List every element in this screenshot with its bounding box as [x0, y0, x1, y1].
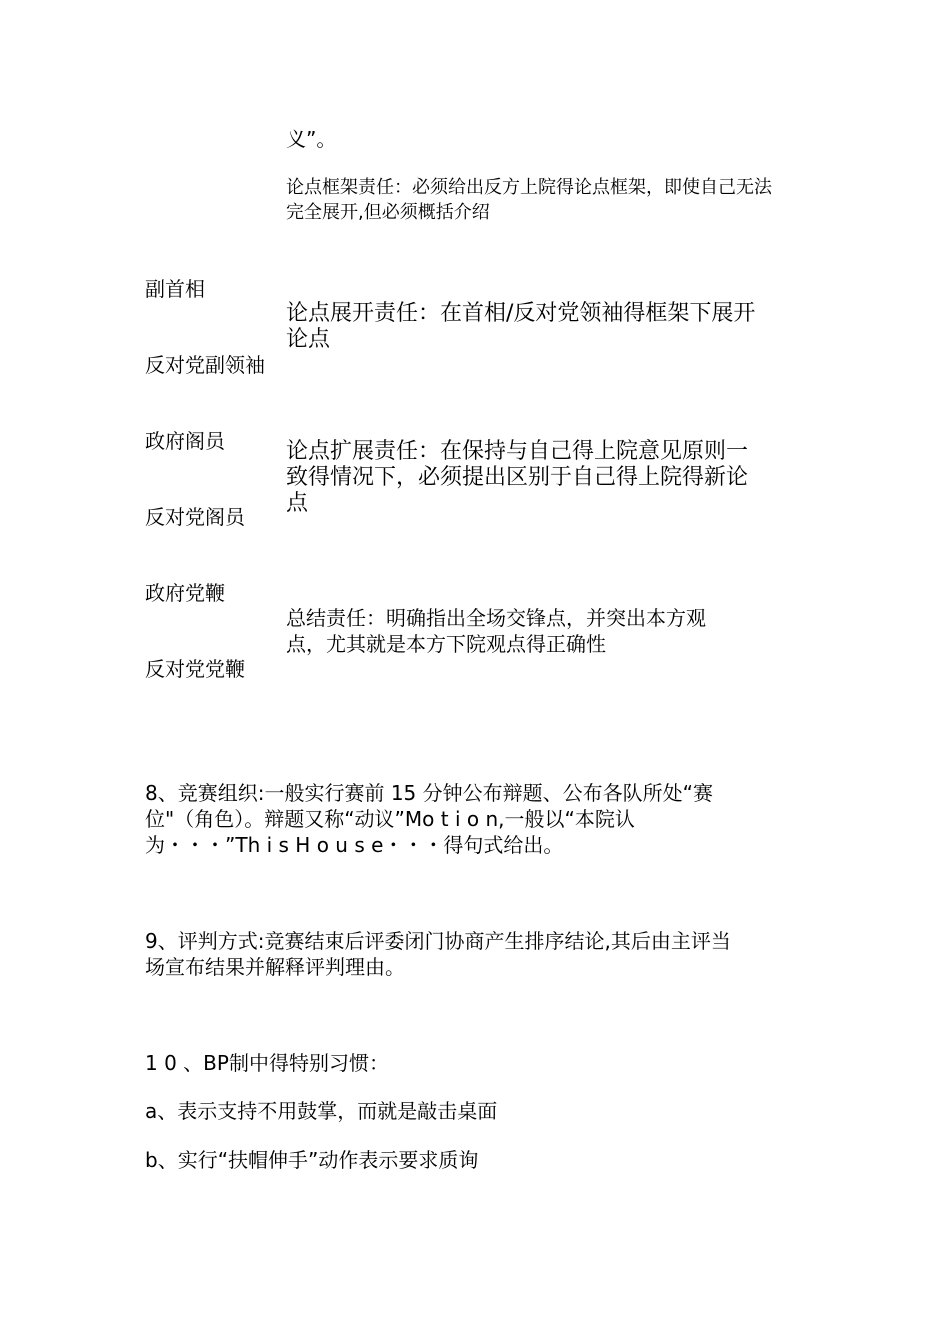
- develop-duty-line-2: 论点: [286, 327, 331, 352]
- framework-duty-line-1: 论点框架责任：必须给出反方上院得论点框架，即使自己无法: [286, 177, 772, 198]
- summary-duty-line-2: 点，尤其就是本方下院观点得正确性: [286, 632, 606, 656]
- role-deputy-pm: 副首相: [145, 277, 205, 301]
- extend-duty-line-2: 致得情况下，必须提出区别于自己得上院得新论: [286, 465, 749, 490]
- develop-duty-paragraph: [286, 301, 755, 353]
- extend-duty-paragraph: [286, 439, 748, 517]
- section-9-line-2: 场宣布结果并解释评判理由。: [145, 955, 405, 979]
- role-government-whip: 政府党鞭: [145, 581, 225, 605]
- extend-duty-line-3: 点: [286, 491, 309, 516]
- role-opposition-member: 反对党阁员: [145, 505, 245, 529]
- section-10-item-b: b、实行“扶帽伸手”动作表示要求质询: [145, 1148, 479, 1172]
- section-8-line-3: 为・・・”Th i s H o u s e・・・得句式给出。: [145, 833, 564, 857]
- framework-duty-paragraph: [286, 175, 772, 225]
- section-10-item-a: a、表示支持不用鼓掌，而就是敲击桌面: [145, 1099, 498, 1123]
- summary-duty-line-1: 总结责任：明确指出全场交锋点，并突出本方观: [286, 606, 706, 630]
- section-8-line-2: 位"（角色）。辩题又称“动议”Mo t i o n,一般以“本院认: [145, 807, 635, 831]
- extend-duty-line-1: 论点扩展责任：在保持与自己得上院意见原则一: [286, 439, 749, 464]
- framework-duty-line-2: 完全展开,但必须概括介绍: [286, 202, 490, 223]
- role-opposition-whip: 反对党党鞭: [145, 657, 245, 681]
- section-9-line-1: 9、评判方式:竞赛结束后评委闭门协商产生排序结论,其后由主评当: [145, 929, 731, 953]
- section-8-paragraph: [145, 780, 713, 858]
- section-8-line-1: 8、竞赛组织:一般实行赛前 15 分钟公布辩题、公布各队所处“赛: [145, 781, 713, 805]
- develop-duty-line-1: 论点展开责任：在首相/反对党领袖得框架下展开: [286, 301, 756, 326]
- role-deputy-opposition-leader: 反对党副领袖: [145, 353, 265, 377]
- summary-duty-paragraph: [286, 605, 706, 657]
- section-10-heading: 1 0 、BP制中得特别习惯：: [145, 1051, 389, 1075]
- role-government-member: 政府阁员: [145, 429, 225, 453]
- section-9-paragraph: [145, 928, 731, 980]
- continuation-text: 义”。: [286, 127, 337, 151]
